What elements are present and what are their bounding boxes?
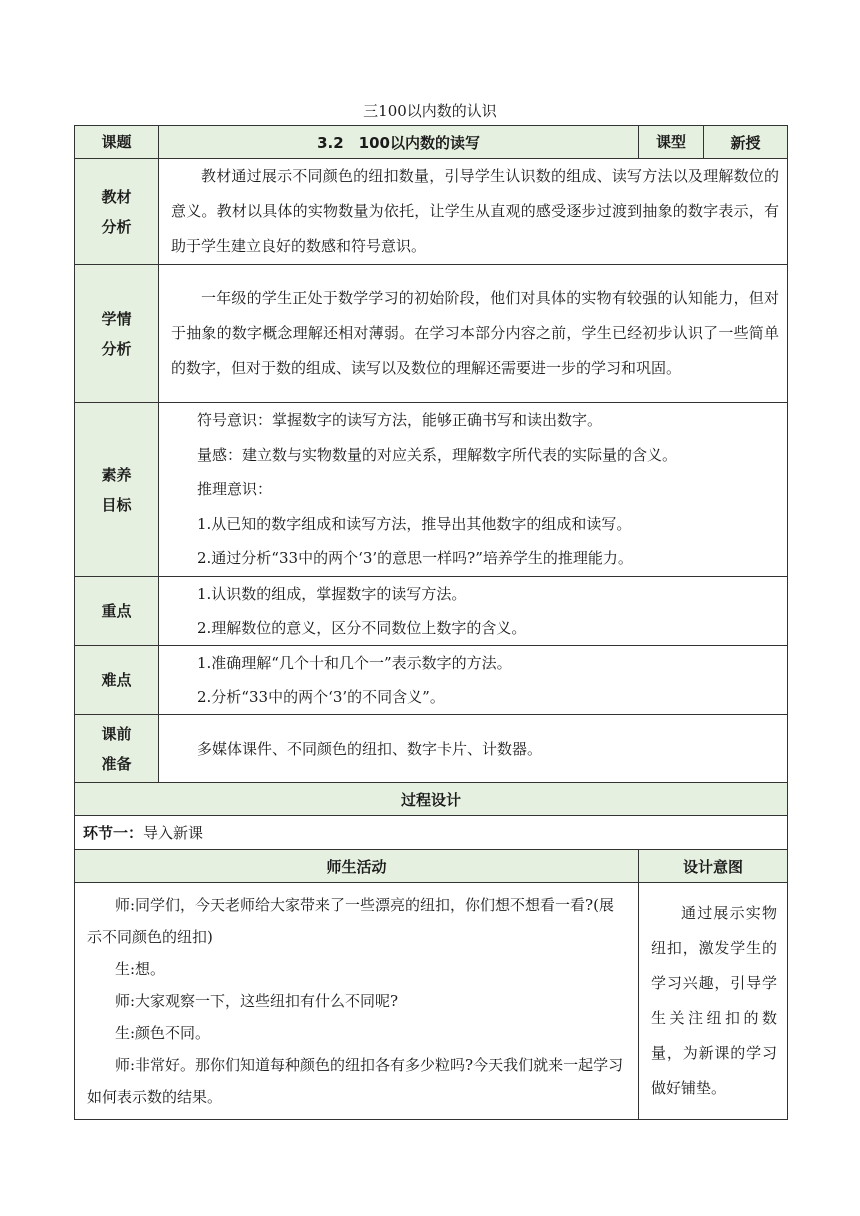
goals-row: [75, 403, 788, 577]
key-points-label: 重点: [75, 577, 159, 646]
key-point-line: 2.理解数位的意义，区分不同数位上数字的含义。: [197, 619, 527, 637]
preparation-text: 多媒体课件、不同颜色的纽扣、数字卡片、计数器。: [159, 715, 788, 783]
lesson-plan-table: [74, 125, 788, 1120]
stage-name: 导入新课: [143, 824, 204, 842]
intent-column-header: 设计意图: [639, 850, 788, 883]
difficulties-content: [159, 646, 788, 715]
material-text: 教材通过展示不同颜色的纽扣数量，引导学生认识数的组成、读写方法以及理解数位的意义。教材以具体的实物数量为依托，让学生从直观的感受逐步过渡到抽象的数字表示，有助于学生建立良好的数感和符号意识。: [159, 159, 788, 265]
activity-content: [75, 883, 639, 1120]
topic-value: 3.2 100以内数的读写: [159, 126, 639, 159]
intent-text: 通过展示实物纽扣，激发学生的学习兴趣，引导学生关注纽扣的数量，为新课的学习做好铺垫。: [639, 883, 788, 1120]
header-row: [75, 126, 788, 159]
goals-content: [159, 403, 788, 577]
difficulties-label: 难点: [75, 646, 159, 715]
students-row: [75, 265, 788, 403]
dialogue-line: 生:颜色不同。: [115, 1024, 211, 1042]
stage-label: 环节一：: [83, 824, 144, 842]
goal-line: 1.从已知的数字组成和读写方法，推导出其他数字的组成和读写。: [197, 514, 632, 533]
type-label: 课型: [639, 126, 704, 159]
key-point-line: 1.认识数的组成，掌握数字的读写方法。: [197, 585, 467, 603]
process-title-row: [75, 783, 788, 816]
goal-line: 2.通过分析“33中的两个‘3’的意思一样吗?”培养学生的推理能力。: [197, 549, 633, 568]
activity-header-row: [75, 850, 788, 883]
preparation-row: [75, 715, 788, 783]
goal-line: 量感：建立数与实物数量的对应关系，理解数字所代表的实际量的含义。: [197, 445, 678, 464]
stage-heading: [75, 816, 788, 850]
difficulty-line: 1.准确理解“几个十和几个一”表示数字的方法。: [197, 654, 512, 672]
dialogue-line: 师:同学们，今天老师给大家带来了一些漂亮的纽扣，你们想不想看一看?(展示不同颜色的纽扣): [87, 896, 614, 946]
activity-column-header: 师生活动: [75, 850, 639, 883]
topic-label: 课题: [75, 126, 159, 159]
process-title: 过程设计: [75, 783, 788, 816]
material-label: 教材 分析: [75, 159, 159, 265]
difficulty-line: 2.分析“33中的两个‘3’的不同含义”。: [197, 688, 445, 706]
goal-line: 推理意识：: [197, 480, 273, 499]
material-row: [75, 159, 788, 265]
goals-label: 素养 目标: [75, 403, 159, 577]
dialogue-line: 生:想。: [115, 960, 166, 978]
difficulties-row: [75, 646, 788, 715]
dialogue-line: 师:大家观察一下，这些纽扣有什么不同呢?: [115, 992, 399, 1010]
key-points-content: [159, 577, 788, 646]
goal-line: 符号意识：掌握数字的读写方法，能够正确书写和读出数字。: [197, 411, 603, 430]
dialogue-line: 师:非常好。那你们知道每种颜色的纽扣各有多少粒吗?今天我们就来一起学习如何表示数的结果。: [87, 1056, 624, 1106]
students-label: 学情 分析: [75, 265, 159, 403]
activity-row: [75, 883, 788, 1120]
document-title: 三100以内数的认识: [363, 102, 497, 120]
stage-row: [75, 816, 788, 850]
type-value: 新授: [704, 126, 788, 159]
preparation-label: 课前 准备: [75, 715, 159, 783]
students-text: 一年级的学生正处于数学学习的初始阶段，他们对具体的实物有较强的认知能力，但对于抽象的数字概念理解还相对薄弱。在学习本部分内容之前，学生已经初步认识了一些简单的数字，但对于数的组成、读写以及数位的理解还需要进一步的学习和巩固。: [159, 265, 788, 403]
key-points-row: [75, 577, 788, 646]
